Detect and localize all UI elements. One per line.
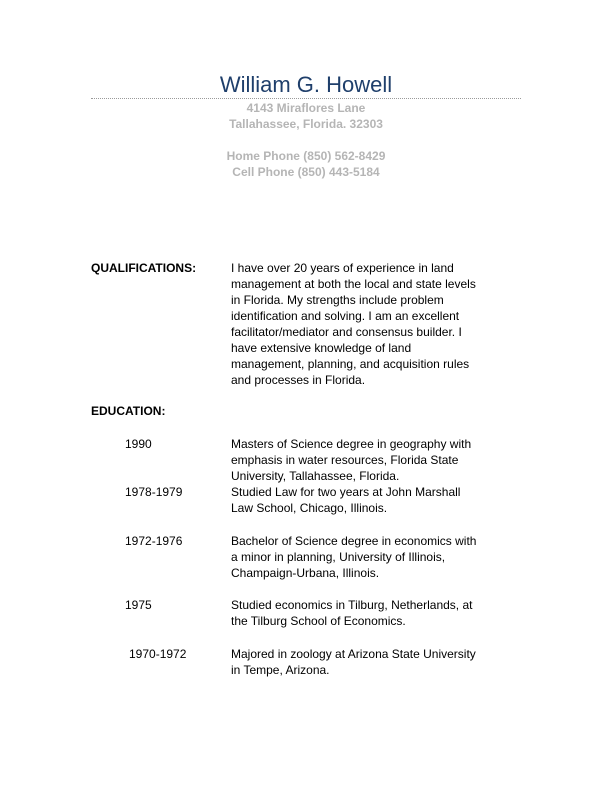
education-description: Bachelor of Science degree in economics with a minor in planning, University of Illinois, Champaign-Urbana, Illinois. — [231, 534, 477, 580]
address-line-1: 4143 Miraflores Lane — [246, 101, 366, 115]
qualifications-heading: QUALIFICATIONS: — [91, 261, 197, 275]
education-description: Studied Law for two years at John Marshall Law School, Chicago, Illinois. — [231, 485, 461, 515]
education-description: Majored in zoology at Arizona State University in Tempe, Arizona. — [231, 647, 476, 677]
education-year: 1972-1976 — [125, 534, 183, 548]
education-year: 1990 — [125, 437, 152, 451]
applicant-name: William G. Howell — [219, 72, 393, 97]
header-divider — [91, 98, 521, 99]
education-year: 1970-1972 — [129, 647, 187, 661]
education-year: 1975 — [125, 598, 152, 612]
education-year: 1978-1979 — [125, 485, 183, 499]
education-heading: EDUCATION: — [91, 404, 166, 418]
education-description: Studied economics in Tilburg, Netherlands, at the Tilburg School of Economics. — [231, 598, 473, 628]
qualifications-text: I have over 20 years of experience in land management at both the local and state levels in Florida. My strengths include problem identification and solving. I am an excellent facilitator/mediator and consensus builder. I have extensive knowledge of land management, planning, and acquisition rules and processes in Florida. — [231, 261, 476, 387]
resume-header — [91, 72, 521, 180]
cell-phone: Cell Phone (850) 443-5184 — [232, 165, 380, 179]
home-phone: Home Phone (850) 562-8429 — [226, 149, 386, 163]
education-description: Masters of Science degree in geography with emphasis in water resources, Florida State University, Tallahassee, Florida. — [231, 437, 472, 483]
address-line-2: Tallahassee, Florida. 32303 — [229, 117, 383, 131]
